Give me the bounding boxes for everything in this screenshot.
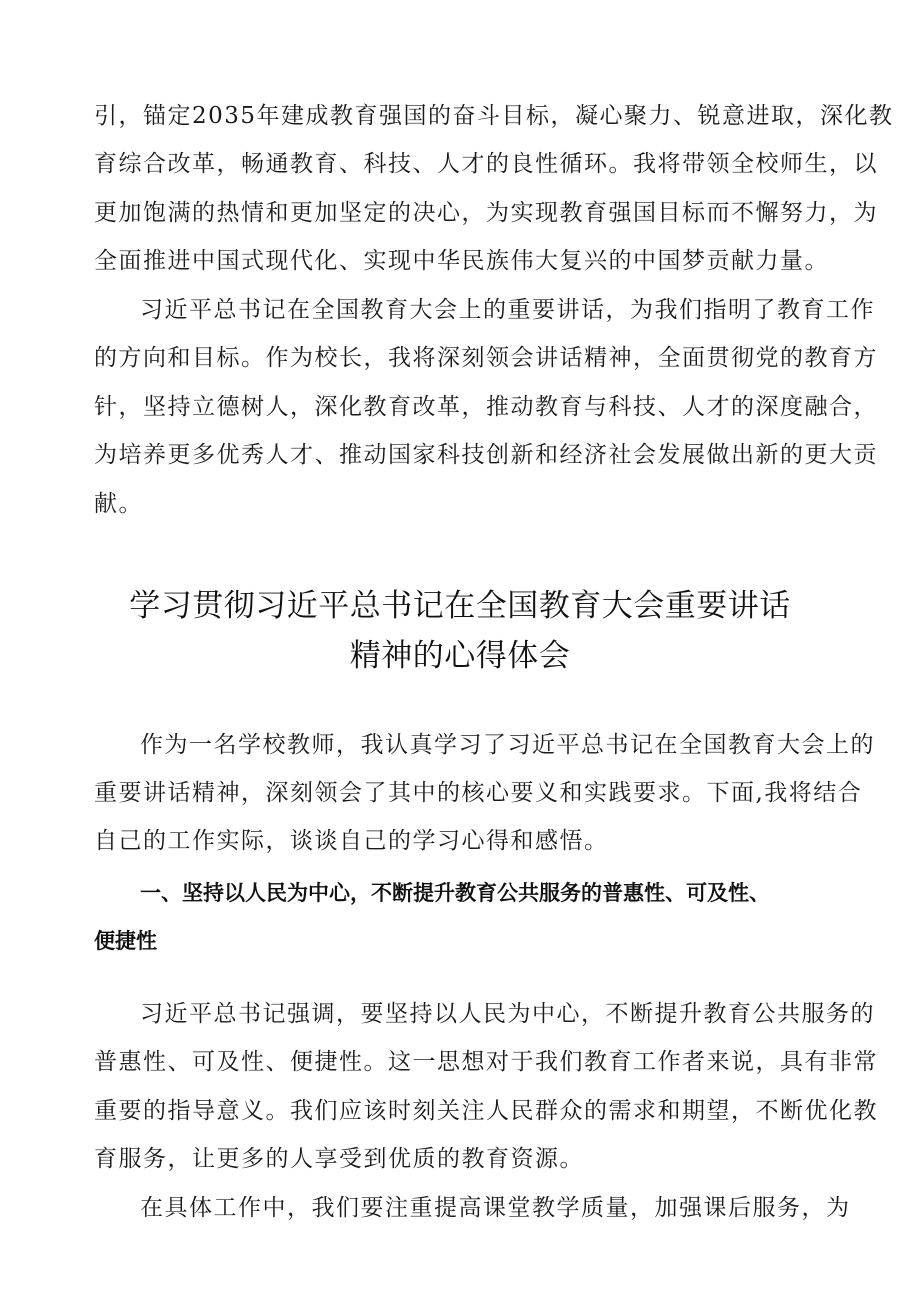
text-line: 重要的指导意义。我们应该时刻关注人民群众的需求和期望，不断优化教 (94, 1098, 878, 1124)
text-line: 普惠性、可及性、便捷性。这一思想对于我们教育工作者来说，具有非常 (94, 1049, 878, 1075)
text-line: 献。 (94, 491, 143, 517)
text-line: 全面推进中国式现代化、实现中华民族伟大复兴的中国梦贡献力量。 (94, 248, 829, 274)
text-line: 重要讲话精神，深刻领会了其中的核心要义和实践要求。下面,我将结合 (94, 780, 863, 806)
text-line: 作为一名学校教师，我认真学习了习近平总书记在全国教育大会上的 (140, 732, 875, 758)
section-heading-line-1: 一、坚持以人民为中心，不断提升教育公共服务的普惠性、可及性、 (140, 881, 770, 905)
text-line: 更加饱满的热情和更加坚定的决心，为实现教育强国目标而不懈努力，为 (94, 200, 878, 226)
text-line: 习近平总书记强调，要坚持以人民为中心，不断提升教育公共服务的 (140, 1001, 875, 1027)
article-title-line-2: 精神的心得体会 (349, 638, 571, 674)
section-heading-line-2: 便捷性 (94, 929, 157, 953)
text-line: 育服务，让更多的人享受到优质的教育资源。 (94, 1146, 584, 1172)
text-line: 自己的工作实际，谈谈自己的学习心得和感悟。 (94, 828, 609, 854)
text-line: 育综合改革，畅通教育、科技、人才的良性循环。我将带领全校师生，以 (94, 151, 878, 177)
article-title-line-1: 学习贯彻习近平总书记在全国教育大会重要讲话 (129, 588, 791, 624)
text-line: 在具体工作中，我们要注重提高课堂教学质量，加强课后服务，为 (140, 1195, 851, 1221)
text-line: 针，坚持立德树人，深化教育改革，推动教育与科技、人才的深度融合， (94, 394, 878, 420)
text-line: 引，锚定2035年建成教育强国的奋斗目标，凝心聚力、锐意进取，深化教 (94, 103, 894, 129)
text-line: 习近平总书记在全国教育大会上的重要讲话，为我们指明了教育工作 (140, 297, 875, 323)
text-line: 的方向和目标。作为校长，我将深刻领会讲话精神，全面贯彻党的教育方 (94, 345, 878, 371)
text-line: 为培养更多优秀人才、推动国家科技创新和经济社会发展做出新的更大贡 (94, 442, 878, 468)
